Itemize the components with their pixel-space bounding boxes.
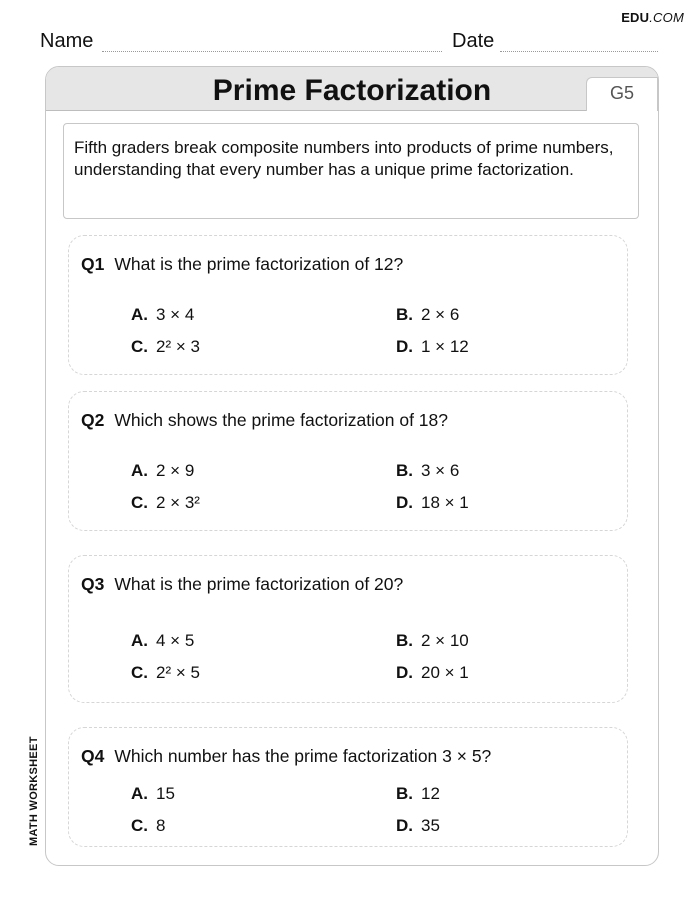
option-letter: B. bbox=[396, 784, 413, 803]
option-d[interactable] bbox=[396, 816, 440, 836]
option-text: 2² × 5 bbox=[156, 663, 200, 682]
question-card-q3 bbox=[68, 555, 628, 703]
question-number: Q3 bbox=[81, 574, 105, 594]
option-text: 15 bbox=[156, 784, 175, 803]
option-text: 35 bbox=[421, 816, 440, 835]
question-text: Which number has the prime factorization 3 × 5? bbox=[114, 746, 492, 766]
brand-logo-italic: .COM bbox=[649, 10, 684, 25]
option-text: 2 × 3² bbox=[156, 493, 200, 512]
option-d[interactable] bbox=[396, 493, 469, 513]
option-letter: D. bbox=[396, 663, 413, 682]
option-letter: D. bbox=[396, 493, 413, 512]
question-number: Q1 bbox=[81, 254, 105, 274]
question-card-q2 bbox=[68, 391, 628, 531]
question-text: Which shows the prime factorization of 18? bbox=[114, 410, 448, 430]
option-d[interactable] bbox=[396, 337, 469, 357]
option-b[interactable] bbox=[396, 461, 459, 481]
option-c[interactable] bbox=[131, 493, 200, 513]
option-letter: D. bbox=[396, 816, 413, 835]
option-b[interactable] bbox=[396, 631, 469, 651]
option-a[interactable] bbox=[131, 631, 194, 651]
option-a[interactable] bbox=[131, 305, 194, 325]
option-b[interactable] bbox=[396, 305, 459, 325]
date-write-line bbox=[500, 51, 658, 52]
option-letter: A. bbox=[131, 784, 148, 803]
question-heading bbox=[81, 746, 491, 767]
option-letter: D. bbox=[396, 337, 413, 356]
option-c[interactable] bbox=[131, 663, 200, 683]
option-c[interactable] bbox=[131, 816, 165, 836]
question-card-q1 bbox=[68, 235, 628, 375]
option-letter: B. bbox=[396, 305, 413, 324]
option-text: 2² × 3 bbox=[156, 337, 200, 356]
name-write-line bbox=[102, 51, 442, 52]
option-a[interactable] bbox=[131, 784, 175, 804]
option-letter: C. bbox=[131, 493, 148, 512]
option-a[interactable] bbox=[131, 461, 194, 481]
option-text: 20 × 1 bbox=[421, 663, 469, 682]
question-number: Q4 bbox=[81, 746, 105, 766]
question-heading bbox=[81, 574, 403, 595]
option-text: 2 × 6 bbox=[421, 305, 460, 324]
option-text: 2 × 10 bbox=[421, 631, 469, 650]
intro-box: Fifth graders break composite numbers into products of prime numbers, understanding that every number has a unique prime factorization. bbox=[63, 123, 639, 219]
option-letter: A. bbox=[131, 461, 148, 480]
side-label: MATH WORKSHEET bbox=[28, 736, 40, 846]
option-d[interactable] bbox=[396, 663, 469, 683]
option-letter: C. bbox=[131, 663, 148, 682]
worksheet-title: Prime Factorization bbox=[212, 74, 492, 107]
option-letter: B. bbox=[396, 631, 413, 650]
option-text: 4 × 5 bbox=[156, 631, 195, 650]
option-text: 2 × 9 bbox=[156, 461, 195, 480]
grade-tab: G5 bbox=[586, 77, 658, 111]
question-text: What is the prime factorization of 20? bbox=[114, 574, 404, 594]
option-text: 3 × 6 bbox=[421, 461, 460, 480]
option-text: 18 × 1 bbox=[421, 493, 469, 512]
option-letter: A. bbox=[131, 631, 148, 650]
question-heading bbox=[81, 410, 448, 431]
option-letter: B. bbox=[396, 461, 413, 480]
question-text: What is the prime factorization of 12? bbox=[114, 254, 404, 274]
option-letter: C. bbox=[131, 337, 148, 356]
brand-logo-bold: EDU bbox=[621, 10, 650, 25]
name-label: Name bbox=[40, 30, 94, 52]
name-date-line bbox=[40, 30, 658, 52]
option-letter: A. bbox=[131, 305, 148, 324]
brand-logo bbox=[621, 10, 684, 25]
worksheet-card bbox=[45, 66, 659, 866]
option-text: 12 bbox=[421, 784, 440, 803]
option-b[interactable] bbox=[396, 784, 440, 804]
title-bar bbox=[46, 67, 658, 111]
option-letter: C. bbox=[131, 816, 148, 835]
option-text: 8 bbox=[156, 816, 166, 835]
date-label: Date bbox=[452, 30, 495, 52]
option-c[interactable] bbox=[131, 337, 200, 357]
question-heading bbox=[81, 254, 403, 275]
option-text: 3 × 4 bbox=[156, 305, 195, 324]
option-text: 1 × 12 bbox=[421, 337, 469, 356]
question-number: Q2 bbox=[81, 410, 105, 430]
question-card-q4 bbox=[68, 727, 628, 847]
